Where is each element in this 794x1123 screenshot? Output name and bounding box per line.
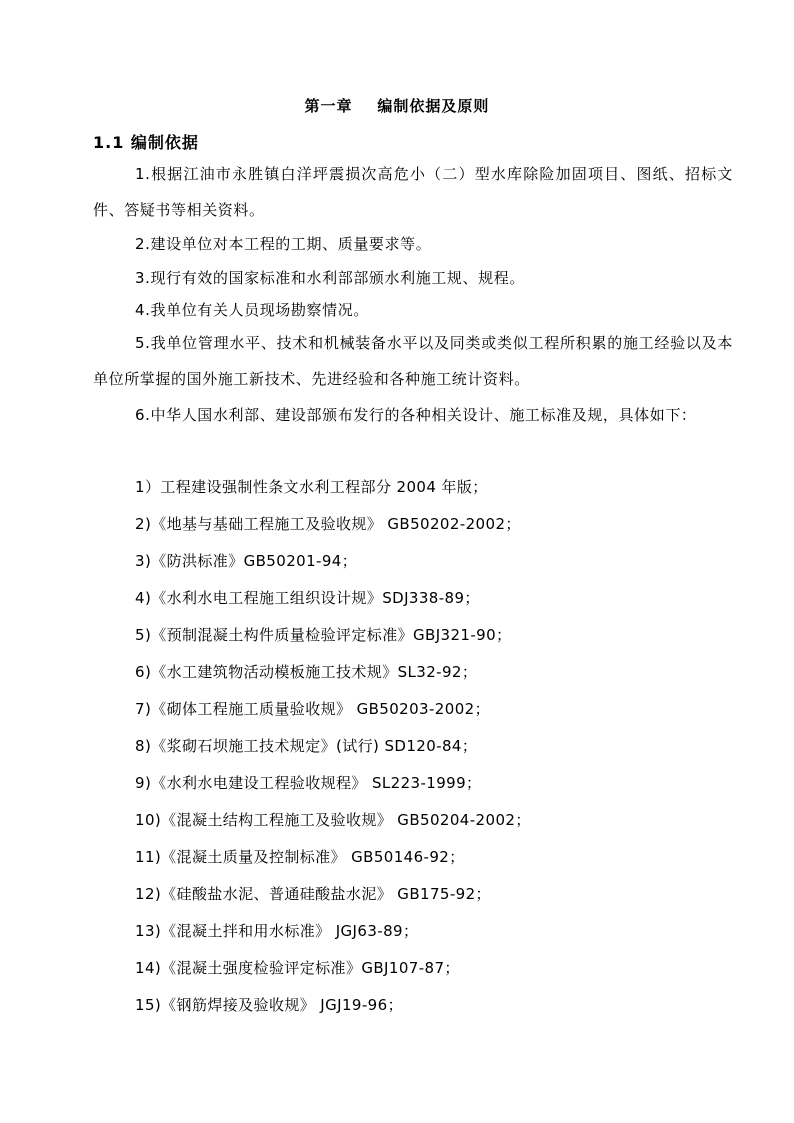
paragraph-basis-2: 2.建设单位对本工程的工期、质量要求等。 [135, 235, 432, 253]
list-item: 13)《混凝土拌和用水标准》 JGJ63-89； [135, 922, 419, 940]
list-item: 3)《防洪标准》GB50201-94； [135, 552, 358, 570]
list-item: 10)《混凝土结构工程施工及验收规》 GB50204-2002； [135, 811, 531, 829]
list-item: 6)《水工建筑物活动模板施工技术规》SL32-92； [135, 663, 478, 681]
list-item: 9)《水利水电建设工程验收规程》 SL223-1999； [135, 774, 482, 792]
list-item: 8)《浆砌石坝施工技术规定》(试行) SD120-84； [135, 737, 478, 755]
paragraph-basis-4: 4.我单位有关人员现场勘察情况。 [135, 301, 369, 319]
standards-list [135, 469, 531, 1024]
list-item: 1）工程建设强制性条文水利工程部分 2004 年版； [135, 478, 488, 496]
paragraph-basis-1: 1.根据江油市永胜镇白洋坪震损次高危小（二）型水库除险加固项目、图纸、招标文件、答疑书等相关资料。 [93, 165, 733, 219]
list-item: 7)《砌体工程施工质量验收规》 GB50203-2002； [135, 700, 490, 718]
paragraph-basis-6: 6.中华人国水利部、建设部颁布发行的各种相关设计、施工标准及规，具体如下： [135, 406, 697, 424]
list-item: 15)《钢筋焊接及验收规》 JGJ19-96； [135, 996, 403, 1014]
chapter-title: 第一章 编制依据及原则 [304, 97, 490, 115]
paragraph-basis-3: 3.现行有效的国家标准和水利部部颁水利施工规、规程。 [135, 269, 525, 287]
list-item: 12)《硅酸盐水泥、普通硅酸盐水泥》 GB175-92； [135, 885, 491, 903]
list-item: 2)《地基与基础工程施工及验收规》 GB50202-2002； [135, 515, 521, 533]
section-heading: 1.1 编制依据 [93, 133, 199, 152]
list-item: 11)《混凝土质量及控制标准》 GB50146-92； [135, 848, 465, 866]
list-item: 5)《预制混凝土构件质量检验评定标准》GBJ321-90； [135, 626, 512, 644]
list-item: 14)《混凝土强度检验评定标准》GBJ107-87； [135, 959, 460, 977]
list-item: 4)《水利水电工程施工组织设计规》SDJ338-89； [135, 589, 480, 607]
paragraph-basis-5: 5.我单位管理水平、技术和机械装备水平以及同类或类似工程所积累的施工经验以及本单位所掌握的国外施工新技术、先进经验和各种施工统计资料。 [93, 334, 733, 388]
